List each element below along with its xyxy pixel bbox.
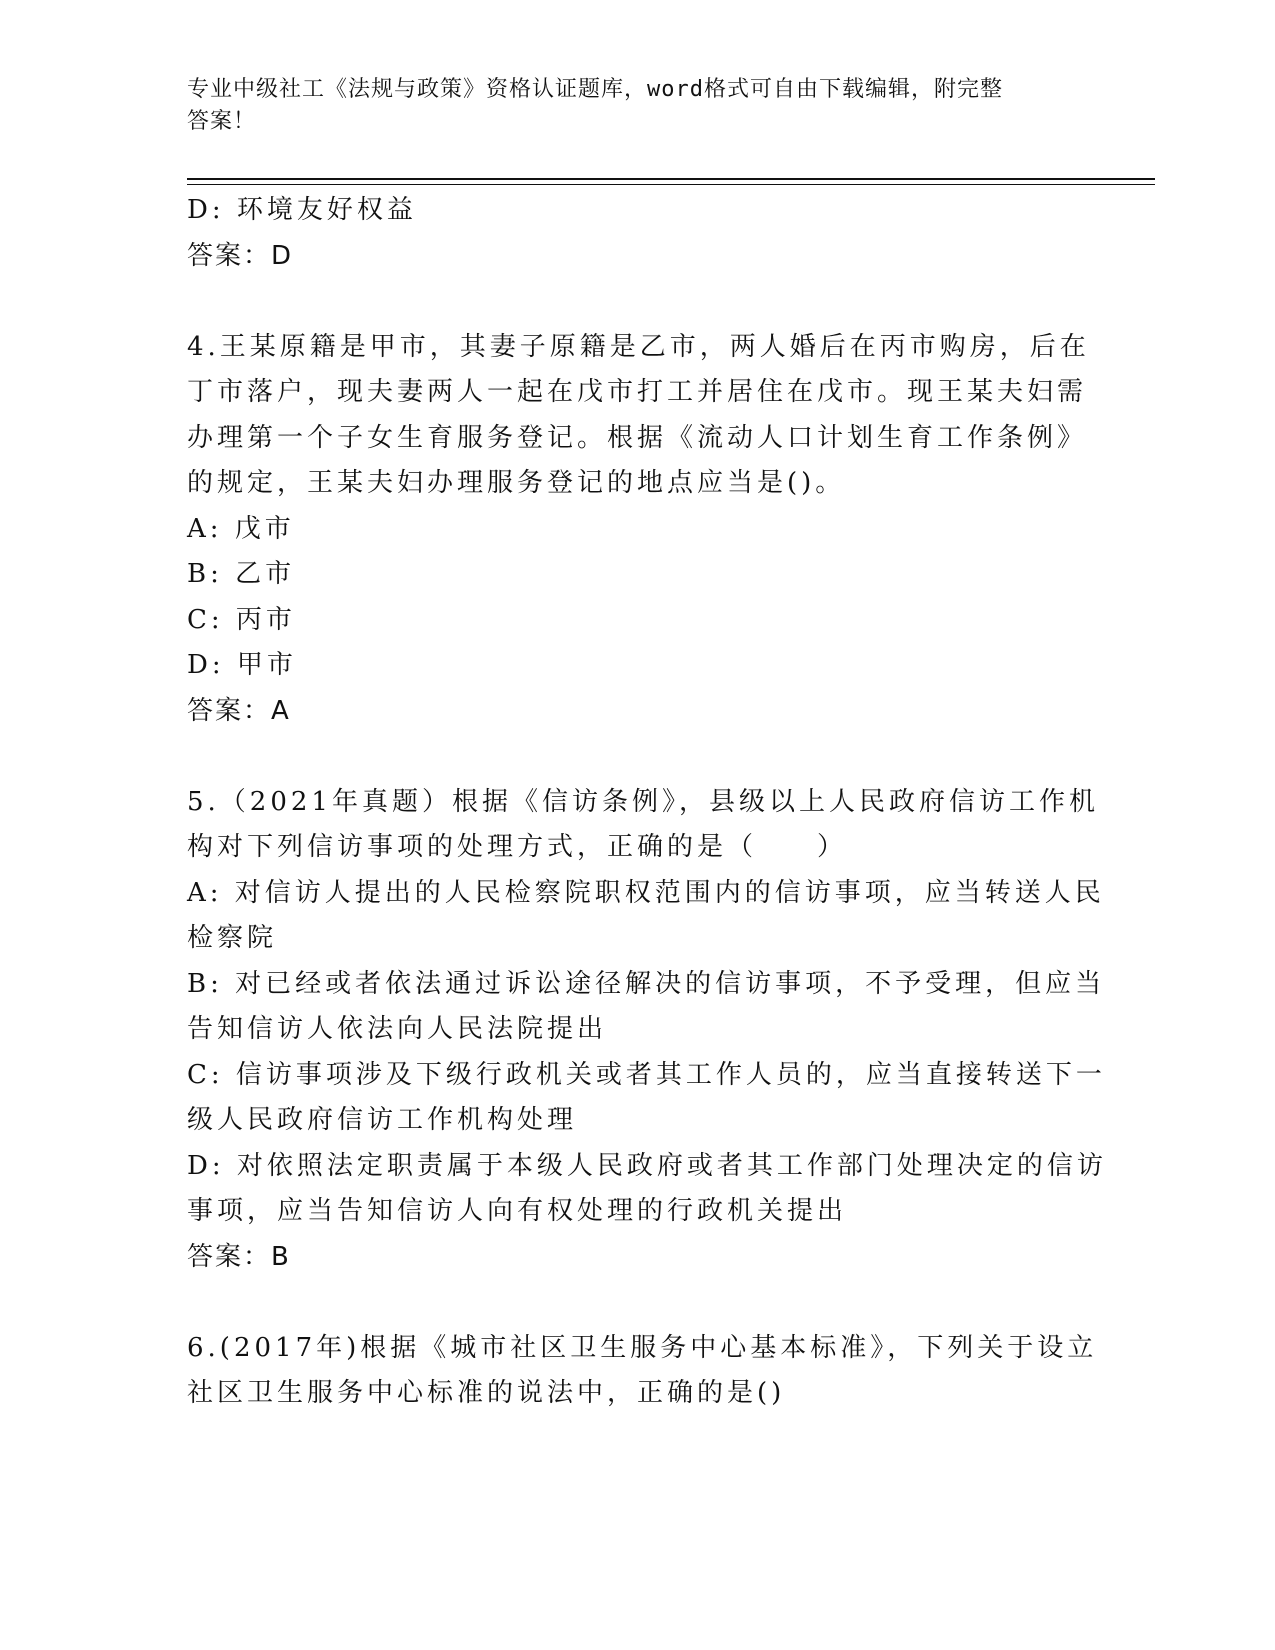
answer-line: 答案：A bbox=[187, 695, 291, 726]
option-a-continued: 检察院 bbox=[187, 923, 278, 953]
header-divider-thick bbox=[187, 178, 1155, 180]
spacer bbox=[187, 734, 1087, 780]
answer-line: 答案：D bbox=[187, 240, 294, 271]
option-d: D: 甲市 bbox=[187, 650, 297, 680]
question-3-tail bbox=[187, 188, 1087, 279]
document-body bbox=[187, 188, 1107, 1417]
option-a: A: 对信访人提出的人民检察院职权范围内的信访事项，应当转送人民 bbox=[187, 877, 1105, 908]
option-d-continued: 事项，应当告知信访人向有权处理的行政机关提出 bbox=[187, 1196, 848, 1226]
option-b-continued: 告知信访人依法向人民法院提出 bbox=[187, 1014, 608, 1044]
option-d: D: 环境友好权益 bbox=[187, 195, 417, 225]
question-6 bbox=[187, 1326, 1098, 1417]
header-title-line-2: 答案！ bbox=[187, 109, 257, 134]
question-stem-line: 社区卫生服务中心标准的说法中，正确的是() bbox=[187, 1378, 786, 1408]
question-stem-line: 4.王某原籍是甲市，其妻子原籍是乙市，两人婚后在丙市购房，后在 bbox=[187, 331, 1090, 362]
question-stem-line: 丁市落户，现夫妻两人一起在戊市打工并居住在戊市。现王某夫妇需 bbox=[187, 377, 1088, 407]
question-stem-line: 6.(2017年)根据《城市社区卫生服务中心基本标准》，下列关于设立 bbox=[187, 1332, 1098, 1363]
option-c-continued: 级人民政府信访工作机构处理 bbox=[187, 1105, 578, 1135]
question-5 bbox=[187, 780, 1107, 1281]
option-b: B: 乙市 bbox=[187, 559, 296, 589]
option-d: D: 对依照法定职责属于本级人民政府或者其工作部门处理决定的信访 bbox=[187, 1150, 1107, 1181]
option-c: C: 信访事项涉及下级行政机关或者其工作人员的，应当直接转送下一 bbox=[187, 1059, 1106, 1090]
question-4 bbox=[187, 325, 1090, 735]
document-header bbox=[187, 74, 1067, 138]
spacer bbox=[187, 1280, 1087, 1326]
spacer bbox=[187, 279, 1087, 325]
question-stem-line: 构对下列信访事项的处理方式，正确的是（ ） bbox=[187, 832, 848, 862]
header-title-line-1: 专业中级社工《法规与政策》资格认证题库，word格式可自由下载编辑，附完整 bbox=[187, 77, 1003, 102]
question-stem-line: 办理第一个子女生育服务登记。根据《流动人口计划生育工作条例》 bbox=[187, 422, 1088, 453]
option-b: B: 对已经或者依法通过诉讼途径解决的信访事项，不予受理，但应当 bbox=[187, 968, 1106, 999]
header-divider-thin bbox=[187, 184, 1155, 185]
question-stem-line: 5.（2021年真题）根据《信访条例》，县级以上人民政府信访工作机 bbox=[187, 786, 1099, 817]
question-stem-line: 的规定，王某夫妇办理服务登记的地点应当是()。 bbox=[187, 468, 846, 498]
answer-line: 答案：B bbox=[187, 1241, 291, 1272]
option-c: C: 丙市 bbox=[187, 604, 296, 635]
option-a: A: 戊市 bbox=[187, 513, 295, 544]
